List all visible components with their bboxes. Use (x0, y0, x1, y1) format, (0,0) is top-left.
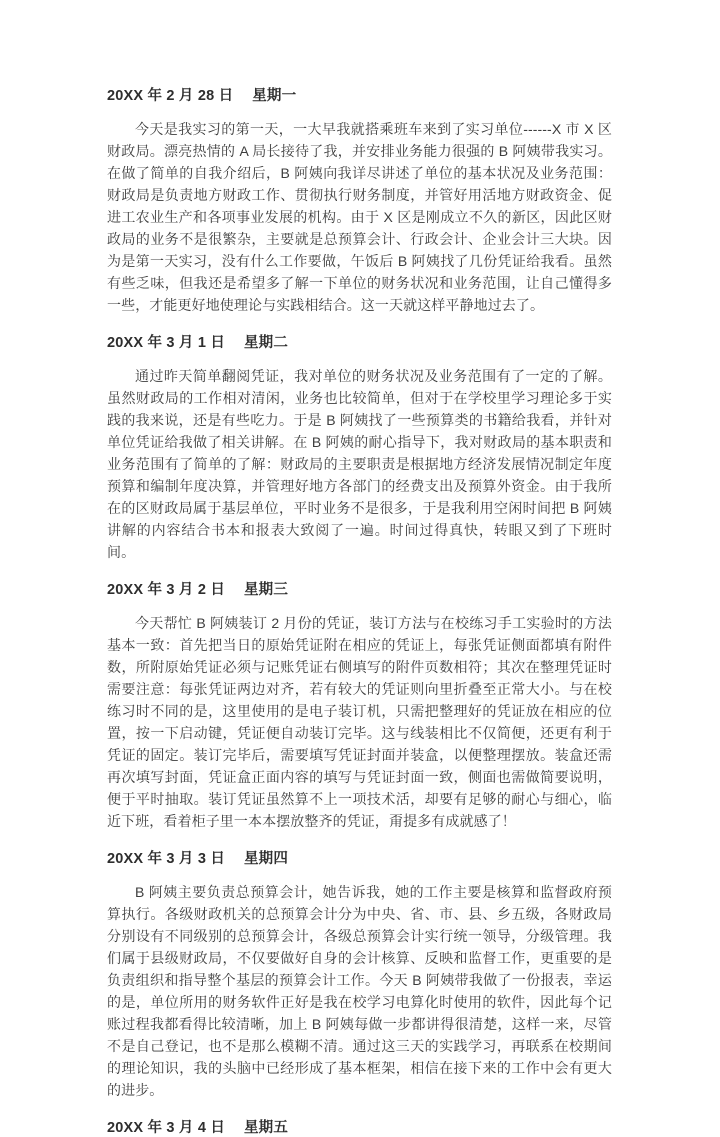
entry-heading: 20XX 年 3 月 1 日 星期二 (107, 335, 289, 351)
entry-paragraph: B 阿姨主要负责总预算会计，她告诉我，她的工作主要是核算和监督政府预算执行。各级财政机关的总预算会计分为中央、省、市、县、乡五级，各财政局分别设有不同级别的总预算会计，各级总预算会计实行统一领导，分级管理。我们属于县级财政局，不仅要做好自身的会计核算、反映和监督工作，更重要的是负责组织和指导整个基层的预算会计工作。今天 B 阿姨带我做了一份报表，幸运的是，单位所用的财务软件正好是我在校学习电算化时使用的软件，因此每个记账过程我都看得比较清晰，加上 B 阿姨每做一步都讲得很清楚，这样一来，尽管不是自己登记，也不是那么模糊不清。通过这三天的实践学习，再联系在校期间的理论知识，我的头脑中已经形成了基本框架，相信在接下来的工作中会有更大的进步。 (107, 884, 612, 1098)
diary-entry-monday (107, 88, 612, 316)
entry-paragraph: 今天帮忙 B 阿姨装订 2 月份的凭证，装订方法与在校练习手工实验时的方法基本一致：首先把当日的原始凭证附在相应的凭证上，每张凭证侧面都填有附件数，所附原始凭证必须与记账凭证右侧填写的附件页数相符；其次在整理凭证时需要注意：每张凭证两边对齐，若有较大的凭证则向里折叠至正常大小。与在校练习时不同的是，这里使用的是电子装订机，只需把整理好的凭证放在相应的位置，按一下启动键，凭证便自动装订完毕。这与线装相比不仅简便，还更有利于凭证的固定。装订完毕后，需要填写凭证封面并装盒，以便整理摆放。装盒还需再次填写封面，凭证盒正面内容的填写与凭证封面一致，侧面也需做简要说明，便于平时抽取。装订凭证虽然算不上一项技术活，却要有足够的耐心与细心，临近下班，看着柜子里一本本摆放整齐的凭证，甭提多有成就感了！ (107, 615, 612, 829)
entry-heading: 20XX 年 3 月 2 日 星期三 (107, 582, 289, 598)
entry-paragraph: 通过昨天简单翻阅凭证，我对单位的财务状况及业务范围有了一定的了解。虽然财政局的工作相对清闲，业务也比较简单，但对于在学校里学习理论多于实践的我来说，还是有些吃力。于是 B 阿姨找了一些预算类的书籍给我看，并针对单位凭证给我做了相关讲解。在 B 阿姨的耐心指导下，我对财政局的基本职责和业务范围有了简单的了解：财政局的主要职责是根据地方经济发展情况制定年度预算和编制年度决算，并管理好地方各部门的经费支出及预算外资金。由于我所在的区财政局属于基层单位，平时业务不是很多，于是我利用空闲时间把 B 阿姨讲解的内容结合书本和报表大致阅了一遍。时间过得真快，转眼又到了下班时间。 (107, 368, 612, 560)
diary-entry-thursday (107, 851, 612, 1101)
diary-entry-friday (107, 1120, 612, 1137)
entry-heading: 20XX 年 3 月 4 日 星期五 (107, 1120, 289, 1136)
entry-paragraph: 今天是我实习的第一天，一大早我就搭乘班车来到了实习单位------X 市 X 区财政局。漂亮热情的 A 局长接待了我，并安排业务能力很强的 B 阿姨带我实习。在做了简单的自我介绍后，B 阿姨向我详尽讲述了单位的基本状况及业务范围：财政局是负责地方财政工作、贯彻执行财务制度，并管好用活地方财政资金、促进工农业生产和各项事业发展的机构。由于 X 区是刚成立不久的新区，因此区财政局的业务不是很繁杂，主要就是总预算会计、行政会计、企业会计三大块。因为是第一天实习，没有什么工作要做，午饭后 B 阿姨找了几份凭证给我看。虽然有些乏味，但我还是希望多了解一下单位的财务状况和业务范围，让自己懂得多一些，才能更好地使理论与实践相结合。这一天就这样平静地过去了。 (107, 121, 612, 313)
entry-heading: 20XX 年 2 月 28 日 星期一 (107, 88, 297, 104)
diary-entry-tuesday (107, 335, 612, 563)
entry-heading: 20XX 年 3 月 3 日 星期四 (107, 851, 289, 867)
diary-entry-wednesday (107, 582, 612, 832)
